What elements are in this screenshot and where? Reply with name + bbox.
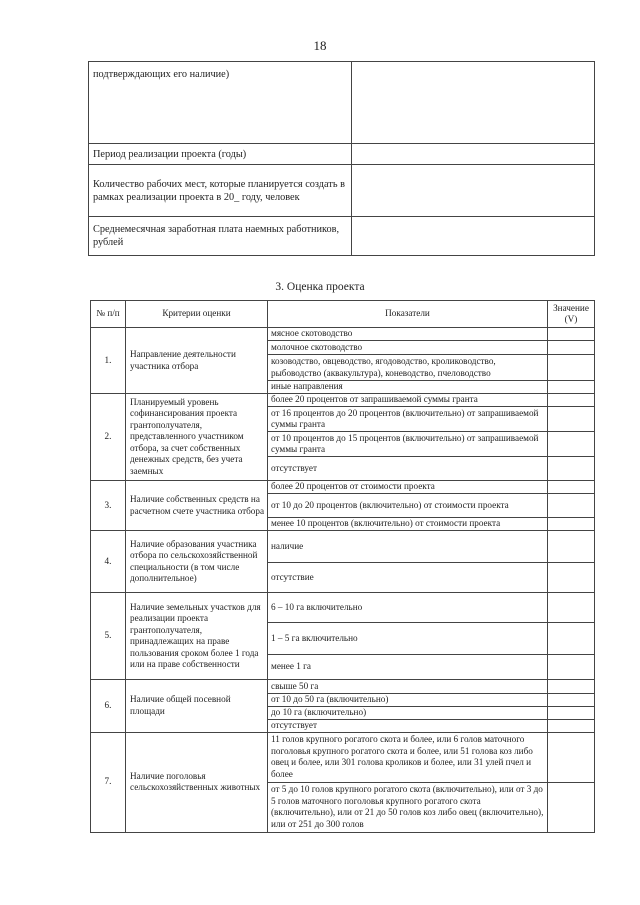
- row-label: Среднемесячная заработная плата наемных работников, рублей: [89, 217, 352, 256]
- value-cell[interactable]: [548, 407, 595, 432]
- indicator-cell: менее 1 га: [268, 655, 548, 680]
- row-number: 1.: [91, 328, 126, 394]
- indicator-cell: более 20 процентов от запрашиваемой суммы гранта: [268, 394, 548, 407]
- row-value[interactable]: [352, 165, 595, 217]
- indicator-cell: мясное скотоводство: [268, 328, 548, 341]
- row-value[interactable]: [352, 144, 595, 165]
- criterion-cell: Наличие собственных средств на расчетном счете участника отбора: [126, 481, 268, 531]
- header-indicators: Показатели: [268, 301, 548, 328]
- value-cell[interactable]: [548, 531, 595, 563]
- header-num: № п/п: [91, 301, 126, 328]
- table-row: [91, 732, 595, 782]
- value-cell[interactable]: [548, 328, 595, 341]
- criterion-cell: Планируемый уровень софинансирования проекта грантополучателя, представленного участником отбора, за счет собственных денежных средств, без учета заемных: [126, 394, 268, 481]
- indicator-cell: 6 – 10 га включительно: [268, 593, 548, 623]
- value-cell[interactable]: [548, 655, 595, 680]
- value-cell[interactable]: [548, 707, 595, 720]
- section-title: 3. Оценка проекта: [275, 281, 365, 293]
- row-number: 7.: [91, 732, 126, 832]
- indicator-cell: от 16 процентов до 20 процентов (включительно) от запрашиваемой суммы гранта: [268, 407, 548, 432]
- row-number: 5.: [91, 593, 126, 680]
- indicator-cell: от 10 до 20 процентов (включительно) от стоимости проекта: [268, 494, 548, 518]
- row-label: подтверждающих его наличие): [89, 62, 352, 144]
- indicator-cell: козоводство, овцеводство, ягодоводство, кролиководство, рыбоводство (аквакультура), коневодство, пчеловодство: [268, 355, 548, 381]
- criterion-cell: Наличие образования участника отбора по сельскохозяйственной специальности (в том числе дополнительное): [126, 531, 268, 593]
- table-row: [89, 144, 595, 165]
- row-value[interactable]: [352, 62, 595, 144]
- criterion-cell: Наличие поголовья сельскохозяйственных животных: [126, 732, 268, 832]
- value-cell[interactable]: [548, 680, 595, 694]
- value-cell[interactable]: [548, 432, 595, 457]
- value-cell[interactable]: [548, 563, 595, 593]
- value-cell[interactable]: [548, 782, 595, 832]
- header-value: Значение (V): [548, 301, 595, 328]
- indicator-cell: до 10 га (включительно): [268, 707, 548, 720]
- indicator-cell: иные направления: [268, 381, 548, 394]
- indicator-cell: 11 голов крупного рогатого скота и более, или 6 голов маточного поголовья крупного рогатого скота и более, или 51 голова коз либо овец и более, или 301 голова кроликов и более, или 31 улей пчел и более: [268, 732, 548, 782]
- criterion-cell: Наличие общей посевной площади: [126, 680, 268, 733]
- indicator-cell: отсутствует: [268, 457, 548, 481]
- value-cell[interactable]: [548, 694, 595, 707]
- indicator-cell: от 5 до 10 голов крупного рогатого скота (включительно), или от 3 до 5 голов маточного поголовья крупного рогатого скота (включительно), или от 21 до 50 голов коз либо овец (включительно), или от 251 до 300 голов: [268, 782, 548, 832]
- table-row: [89, 62, 595, 144]
- table-row: [91, 531, 595, 563]
- criteria-table: [90, 300, 595, 833]
- value-cell[interactable]: [548, 394, 595, 407]
- indicator-cell: наличие: [268, 531, 548, 563]
- value-cell[interactable]: [548, 623, 595, 655]
- table-row: [89, 217, 595, 256]
- row-number: 2.: [91, 394, 126, 481]
- value-cell[interactable]: [548, 381, 595, 394]
- table-row: [91, 680, 595, 694]
- row-number: 4.: [91, 531, 126, 593]
- row-label: Период реализации проекта (годы): [89, 144, 352, 165]
- criterion-cell: Направление деятельности участника отбора: [126, 328, 268, 394]
- value-cell[interactable]: [548, 518, 595, 531]
- table-row: [91, 394, 595, 407]
- row-label: Количество рабочих мест, которые планируется создать в рамках реализации проекта в 20_ году, человек: [89, 165, 352, 217]
- header-criterion: Критерии оценки: [126, 301, 268, 328]
- value-cell[interactable]: [548, 481, 595, 494]
- indicator-cell: от 10 процентов до 15 процентов (включительно) от запрашиваемой суммы гранта: [268, 432, 548, 457]
- indicator-cell: 1 – 5 га включительно: [268, 623, 548, 655]
- table-row: [91, 328, 595, 341]
- row-number: 6.: [91, 680, 126, 733]
- criterion-cell: Наличие земельных участков для реализации проекта грантополучателя, принадлежащих на праве пользования сроком более 1 года или на праве собственности: [126, 593, 268, 680]
- row-number: 3.: [91, 481, 126, 531]
- indicator-cell: отсутствие: [268, 563, 548, 593]
- row-value[interactable]: [352, 217, 595, 256]
- indicator-cell: молочное скотоводство: [268, 341, 548, 355]
- project-info-table: [88, 61, 595, 256]
- table-row: [89, 165, 595, 217]
- table-row: [91, 593, 595, 623]
- table-row: [91, 481, 595, 494]
- indicator-cell: от 10 до 50 га (включительно): [268, 694, 548, 707]
- value-cell[interactable]: [548, 494, 595, 518]
- page-number: 18: [313, 38, 327, 53]
- value-cell[interactable]: [548, 341, 595, 355]
- value-cell[interactable]: [548, 720, 595, 733]
- indicator-cell: отсутствует: [268, 720, 548, 733]
- value-cell[interactable]: [548, 593, 595, 623]
- indicator-cell: свыше 50 га: [268, 680, 548, 694]
- table-header-row: [91, 301, 595, 328]
- indicator-cell: более 20 процентов от стоимости проекта: [268, 481, 548, 494]
- value-cell[interactable]: [548, 457, 595, 481]
- value-cell[interactable]: [548, 732, 595, 782]
- value-cell[interactable]: [548, 355, 595, 381]
- indicator-cell: менее 10 процентов (включительно) от стоимости проекта: [268, 518, 548, 531]
